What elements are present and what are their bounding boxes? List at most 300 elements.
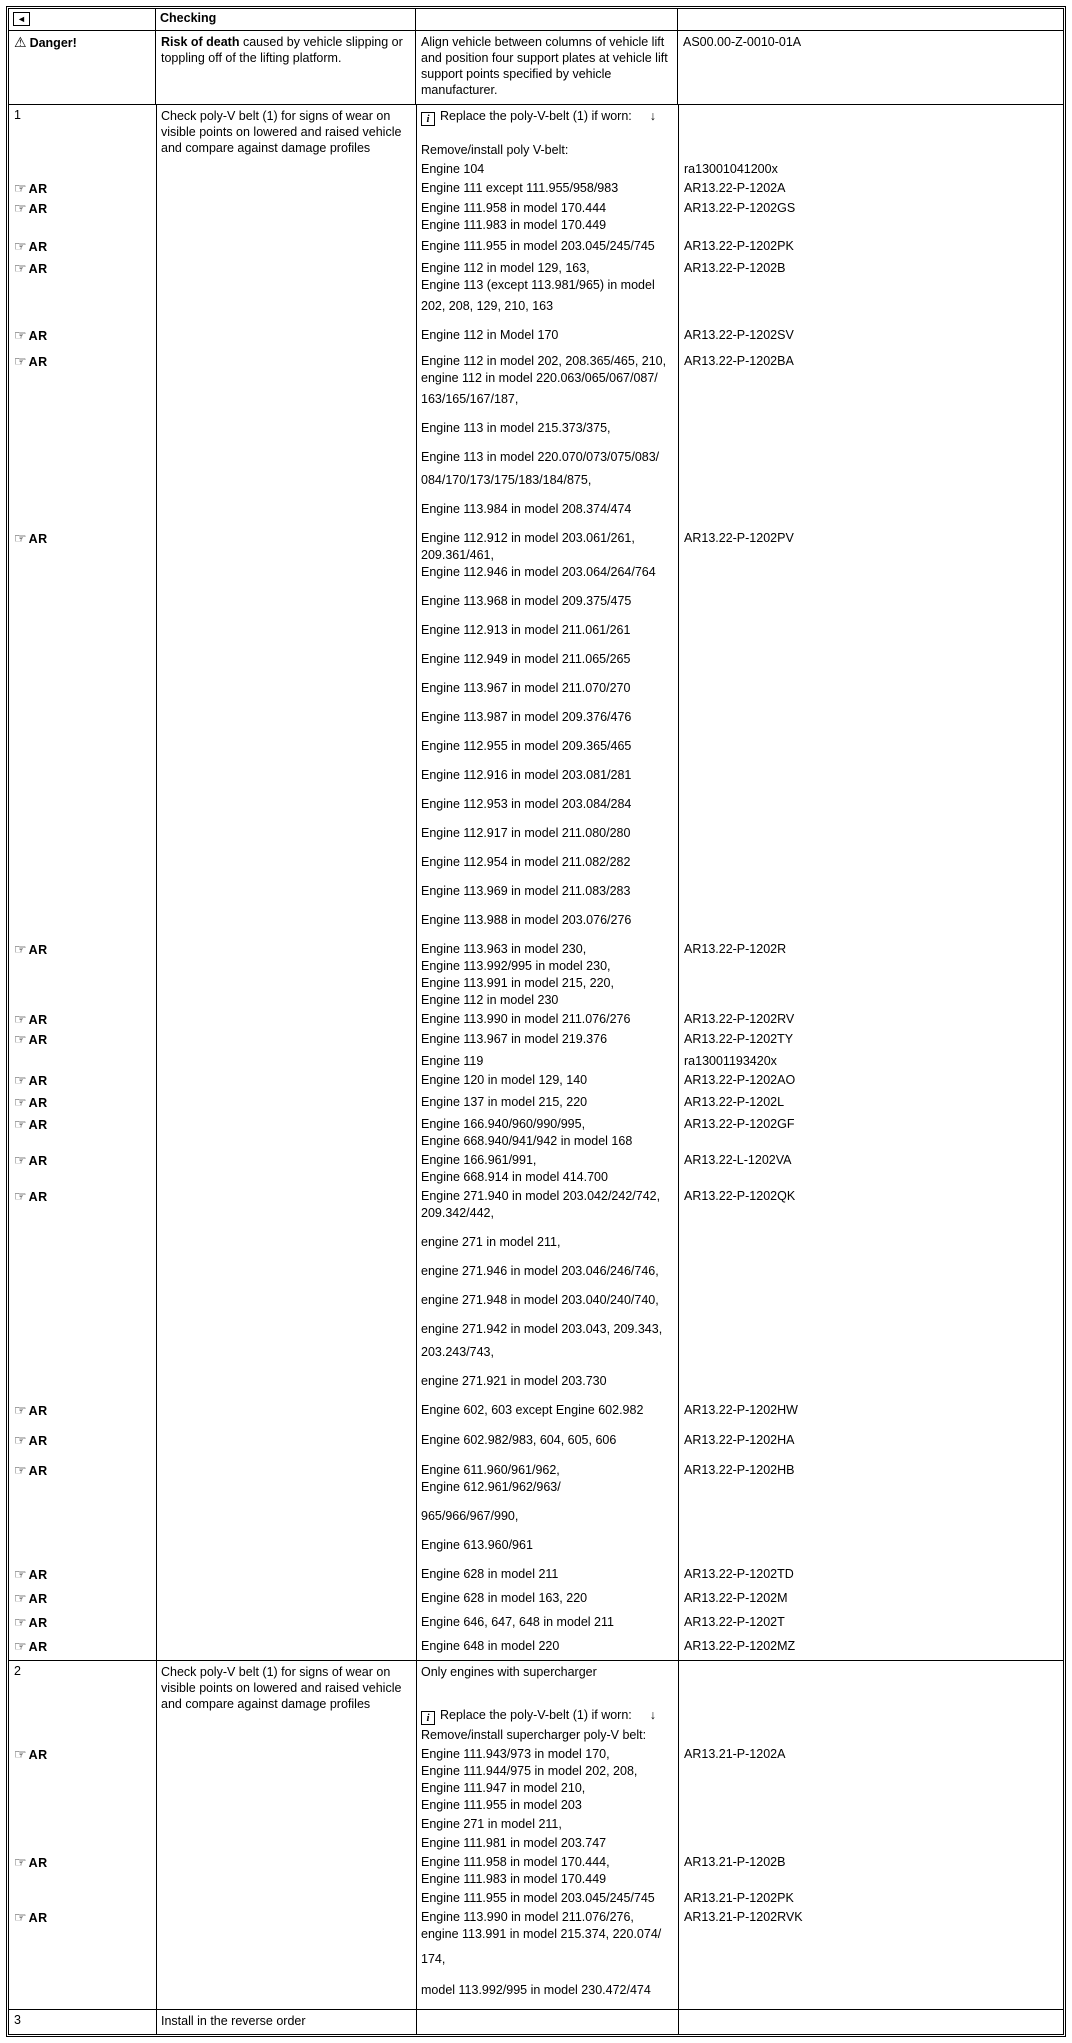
entry-line: Engine 113.988 in model 203.076/276 <box>421 913 632 927</box>
entry-text-cell <box>416 501 678 518</box>
ar-label: AR <box>28 1592 48 1606</box>
entry-row <box>9 883 1063 912</box>
entry-row <box>9 767 1063 796</box>
hand-icon: ☞ <box>14 1638 27 1654</box>
entry-line: Engine 646, 647, 648 in model 211 <box>421 1615 614 1629</box>
ar-label: AR <box>28 1013 48 1027</box>
doc-code[interactable]: AR13.21-P-1202PK <box>684 1891 794 1905</box>
entry-line: Engine 113.990 in model 211.076/276 <box>421 1012 631 1026</box>
doc-cell <box>678 1590 1063 1607</box>
doc-cell <box>678 1152 1063 1169</box>
ar-label: AR <box>28 1404 48 1418</box>
entry-row <box>9 1234 1063 1263</box>
entry-row <box>9 298 1063 327</box>
danger-row <box>9 31 1063 105</box>
entry-text-cell <box>416 1746 678 1814</box>
doc-code[interactable]: AR13.21-P-1202B <box>684 1855 786 1869</box>
hand-icon: ☞ <box>14 1072 27 1088</box>
ar-marker[interactable] <box>14 1011 48 1029</box>
entry-line: engine 112 in model 220.063/065/067/087/ <box>421 371 658 385</box>
back-icon[interactable]: ◄ <box>13 12 30 26</box>
entry-line: Engine 628 in model 163, 220 <box>421 1591 588 1605</box>
entry-line: 209.361/461, <box>421 548 494 562</box>
entry-row <box>9 1152 1063 1188</box>
ar-label: AR <box>28 1568 48 1582</box>
entry-row <box>9 391 1063 420</box>
entry-line: Engine 111.955 in model 203.045/245/745 <box>421 239 655 253</box>
doc-code[interactable]: AR13.22-P-1202GF <box>684 1117 795 1131</box>
step-number: 2 <box>14 1664 21 1678</box>
ar-marker[interactable] <box>14 1614 48 1632</box>
step-row-1 <box>9 105 1063 1661</box>
doc-cell <box>678 1638 1063 1655</box>
entry-row <box>9 353 1063 391</box>
step-row-2 <box>9 1661 1063 2010</box>
entry-text-cell <box>416 472 678 489</box>
doc-code[interactable]: AR13.22-P-1202TD <box>684 1567 794 1581</box>
hand-icon: ☞ <box>14 1116 27 1132</box>
entry-text-cell <box>416 1402 678 1419</box>
ar-label: AR <box>28 262 48 276</box>
doc-cell <box>678 353 1063 370</box>
doc-code[interactable]: AR13.22-P-1202L <box>684 1095 785 1109</box>
doc-code[interactable]: AR13.22-P-1202HB <box>684 1463 795 1477</box>
doc-code[interactable]: AS00.00-Z-0010-01A <box>683 35 802 49</box>
doc-code[interactable]: AR13.22-P-1202PK <box>684 239 794 253</box>
doc-code[interactable]: AR13.22-P-1202RV <box>684 1012 795 1026</box>
ar-label: AR <box>28 1190 48 1204</box>
ar-marker[interactable] <box>14 1638 48 1656</box>
entry-row <box>9 180 1063 200</box>
column-divider <box>416 1661 417 2009</box>
ar-label: AR <box>28 1911 48 1925</box>
entry-text-cell <box>416 108 678 126</box>
check-description: Check poly-V belt (1) for signs of wear on visible points on lowered and raised vehicle and compare against damage profiles <box>161 109 402 155</box>
entry-line: 965/966/967/990, <box>421 1509 519 1523</box>
ar-marker[interactable] <box>14 1094 48 1112</box>
entry-text-cell <box>416 825 678 842</box>
checking-table <box>8 8 1064 2035</box>
entry-row <box>9 651 1063 680</box>
entry-text-cell <box>416 1614 678 1631</box>
check-description: Check poly-V belt (1) for signs of wear on visible points on lowered and raised vehicle and compare against damage profiles <box>161 1665 402 1711</box>
marker-cell <box>9 260 156 278</box>
column-divider <box>156 2010 157 2034</box>
marker-cell <box>9 530 156 548</box>
ar-label: AR <box>28 1856 48 1870</box>
entry-row <box>9 1890 1063 1909</box>
entry-line: Engine 112 in model 230 <box>421 993 559 1007</box>
entry-line: Engine 112.913 in model 211.061/261 <box>421 623 631 637</box>
down-arrow-icon: ↓ <box>649 1708 657 1722</box>
entry-text-cell <box>416 1031 678 1048</box>
entry-line: Engine 113.963 in model 230, <box>421 942 587 956</box>
doc-cell <box>678 260 1063 277</box>
ar-marker[interactable] <box>14 1116 48 1134</box>
ar-marker[interactable] <box>14 1462 48 1480</box>
doc-code[interactable]: AR13.21-P-1202RVK <box>684 1910 803 1924</box>
doc-cell <box>678 1854 1063 1871</box>
entry-row <box>9 1951 1063 1982</box>
entry-text-cell <box>416 260 678 294</box>
entry-rows <box>9 1661 1063 2009</box>
entry-text-cell <box>416 622 678 639</box>
hand-icon: ☞ <box>14 327 27 343</box>
entry-text-cell <box>416 767 678 784</box>
entry-line: Engine 111.958 in model 170.444 <box>421 201 607 215</box>
header-empty-cell-2 <box>678 9 1063 30</box>
entry-line: Engine 668.914 in model 414.700 <box>421 1170 608 1184</box>
doc-code[interactable]: ra13001041200x <box>684 162 778 176</box>
doc-code[interactable]: AR13.21-P-1202A <box>684 1747 786 1761</box>
marker-cell <box>9 1638 156 1656</box>
entry-row <box>9 472 1063 501</box>
risk-rest-text: caused by vehicle slipping or toppling off of the lifting platform. <box>161 35 403 65</box>
ar-label: AR <box>28 1096 48 1110</box>
entry-row <box>9 709 1063 738</box>
doc-cell <box>678 1909 1063 1926</box>
entry-line: Engine 112.912 in model 203.061/261, <box>421 531 635 545</box>
entry-text-cell <box>416 738 678 755</box>
entry-text-cell <box>416 1638 678 1655</box>
doc-code[interactable]: AR13.22-P-1202A <box>684 181 786 195</box>
doc-code[interactable]: AR13.22-P-1202QK <box>684 1189 796 1203</box>
doc-code[interactable]: AR13.22-L-1202VA <box>684 1153 792 1167</box>
marker-cell <box>9 1031 156 1049</box>
entry-row <box>9 238 1063 260</box>
entry-text-cell <box>416 180 678 197</box>
ar-marker[interactable] <box>14 1746 48 1764</box>
hand-icon: ☞ <box>14 260 27 276</box>
entry-line: 163/165/167/187, <box>421 392 519 406</box>
entry-text-cell <box>416 1321 678 1338</box>
ar-marker[interactable] <box>14 1909 48 1927</box>
doc-code[interactable]: AR13.22-P-1202AO <box>684 1073 796 1087</box>
hand-icon: ☞ <box>14 1614 27 1630</box>
entry-line: 203.243/743, <box>421 1345 494 1359</box>
ar-label: AR <box>28 1616 48 1630</box>
hand-icon: ☞ <box>14 1566 27 1582</box>
ar-marker[interactable] <box>14 1072 48 1090</box>
ar-marker[interactable] <box>14 180 48 198</box>
hand-icon: ☞ <box>14 1909 27 1925</box>
ar-label: AR <box>28 943 48 957</box>
ar-label: AR <box>28 1464 48 1478</box>
doc-cell <box>678 1890 1063 1907</box>
marker-cell <box>9 941 156 959</box>
doc-code[interactable]: AR13.22-P-1202B <box>684 261 786 275</box>
entry-row <box>9 912 1063 941</box>
column-divider <box>156 105 157 1660</box>
entry-row <box>9 941 1063 1011</box>
entry-text-cell <box>416 651 678 668</box>
doc-code[interactable]: AR13.22-P-1202SV <box>684 328 794 342</box>
entry-text-cell <box>416 593 678 610</box>
ar-marker[interactable] <box>14 1432 48 1450</box>
hand-icon: ☞ <box>14 180 27 196</box>
ar-label: AR <box>28 1074 48 1088</box>
entry-row <box>9 825 1063 854</box>
entry-row <box>9 854 1063 883</box>
entry-row <box>9 1344 1063 1373</box>
entry-text-cell <box>416 1263 678 1280</box>
entry-line: Engine 113.990 in model 211.076/276, <box>421 1910 634 1924</box>
entry-line: Engine 271 in model 211, <box>421 1817 562 1831</box>
ar-label: AR <box>28 1640 48 1654</box>
doc-code[interactable]: AR13.22-P-1202PV <box>684 531 794 545</box>
hand-icon: ☞ <box>14 238 27 254</box>
risk-text-cell <box>156 31 416 104</box>
entry-row <box>9 1116 1063 1152</box>
danger-label: Danger! <box>29 36 77 50</box>
step-row-3 <box>9 2010 1063 2034</box>
doc-cell <box>678 1053 1063 1070</box>
entry-line: Engine 602.982/983, 604, 605, 606 <box>421 1433 617 1447</box>
entry-text-cell <box>416 1707 678 1725</box>
entry-text-cell <box>416 2013 678 2030</box>
ar-label: AR <box>28 329 48 343</box>
risk-bold-text: Risk of death <box>161 35 240 49</box>
entry-row <box>9 449 1063 472</box>
doc-code[interactable]: AR13.22-P-1202R <box>684 942 787 956</box>
entry-line: Engine 113.967 in model 219.376 <box>421 1032 608 1046</box>
entry-text-cell <box>416 353 678 387</box>
column-divider <box>156 1661 157 2009</box>
entry-row <box>9 1982 1063 2007</box>
hand-icon: ☞ <box>14 1432 27 1448</box>
doc-cell <box>678 530 1063 547</box>
entry-line: engine 271.946 in model 203.046/246/746, <box>421 1264 659 1278</box>
entry-text-cell <box>416 1835 678 1852</box>
ar-label: AR <box>28 240 48 254</box>
entry-line: Engine 113.967 in model 211.070/270 <box>421 681 631 695</box>
doc-code[interactable]: AR13.22-P-1202M <box>684 1591 788 1605</box>
entry-row <box>9 1909 1063 1951</box>
ar-marker[interactable] <box>14 1566 48 1584</box>
marker-cell <box>9 1152 156 1170</box>
ar-label: AR <box>28 1748 48 1762</box>
doc-code[interactable]: AR13.22-P-1202TY <box>684 1032 794 1046</box>
ar-label: AR <box>28 1154 48 1168</box>
entry-text-cell <box>416 1462 678 1496</box>
entry-text-cell <box>416 1373 678 1390</box>
ar-marker[interactable] <box>14 530 48 548</box>
marker-cell <box>9 1566 156 1584</box>
doc-cell <box>678 1462 1063 1479</box>
entry-row <box>9 1508 1063 1537</box>
entry-line: engine 271.942 in model 203.043, 209.343, <box>421 1322 663 1336</box>
entry-row <box>9 1614 1063 1638</box>
entry-line: Engine 113.987 in model 209.376/476 <box>421 710 632 724</box>
entry-text-cell <box>416 1890 678 1907</box>
entry-row <box>9 1566 1063 1590</box>
entry-text-cell <box>416 449 678 466</box>
entry-line: Engine 112.917 in model 211.080/280 <box>421 826 631 840</box>
hand-icon: ☞ <box>14 941 27 957</box>
entry-text-cell <box>416 796 678 813</box>
doc-cell <box>678 200 1063 217</box>
hand-icon: ☞ <box>14 530 27 546</box>
entry-line: Engine 111.955 in model 203.045/245/745 <box>421 1891 655 1905</box>
danger-instruction-cell: Align vehicle between columns of vehicle lift and position four support plates at vehicle lift support points specified by vehicle manufacturer. <box>416 31 678 104</box>
hand-icon: ☞ <box>14 200 27 216</box>
entry-line: engine 113.991 in model 215.374, 220.074/ <box>421 1927 662 1941</box>
entry-row <box>9 1402 1063 1432</box>
marker-cell <box>9 353 156 371</box>
doc-code[interactable]: AR13.22-P-1202MZ <box>684 1639 796 1653</box>
ar-marker[interactable] <box>14 238 48 256</box>
entry-line: Engine 111 except 111.955/958/983 <box>421 181 619 195</box>
doc-cell <box>678 1188 1063 1205</box>
doc-cell <box>678 1094 1063 1111</box>
doc-code[interactable]: AR13.22-P-1202HW <box>684 1403 798 1417</box>
doc-cell <box>678 180 1063 197</box>
info-icon: i <box>421 112 435 126</box>
entry-row <box>9 680 1063 709</box>
doc-cell <box>678 1031 1063 1048</box>
doc-code[interactable]: AR13.22-P-1202BA <box>684 354 794 368</box>
entry-rows <box>9 105 1063 1660</box>
entry-row <box>9 622 1063 651</box>
hand-icon: ☞ <box>14 1462 27 1478</box>
doc-cell <box>678 1432 1063 1449</box>
marker-cell <box>9 1462 156 1480</box>
entry-row <box>9 1537 1063 1566</box>
ar-marker[interactable] <box>14 353 48 371</box>
hand-icon: ☞ <box>14 1590 27 1606</box>
entry-line: Engine 104 <box>421 162 485 176</box>
entry-line: Engine 111.983 in model 170.449 <box>421 1872 607 1886</box>
entry-line: Engine 113.992/995 in model 230, <box>421 959 611 973</box>
entry-text-cell <box>416 1053 678 1070</box>
ar-marker[interactable] <box>14 1590 48 1608</box>
ar-marker[interactable] <box>14 1152 48 1170</box>
note-line <box>421 108 678 126</box>
doc-cell <box>678 1402 1063 1419</box>
entry-line: Engine 166.961/991, <box>421 1153 537 1167</box>
entry-row <box>9 501 1063 530</box>
entry-row <box>9 1432 1063 1462</box>
entry-text-cell <box>416 1537 678 1554</box>
entry-line: Remove/install supercharger poly-V belt: <box>421 1728 647 1742</box>
entry-row <box>9 200 1063 238</box>
ar-marker[interactable] <box>14 1188 48 1206</box>
hand-icon: ☞ <box>14 1188 27 1204</box>
entry-text-cell <box>416 200 678 234</box>
header-checking-label: Checking <box>156 9 416 30</box>
ar-marker[interactable] <box>14 200 48 218</box>
entry-text-cell <box>416 298 678 315</box>
entry-line: Engine 112 in model 129, 163, <box>421 261 590 275</box>
ar-marker[interactable] <box>14 1854 48 1872</box>
column-divider <box>416 105 417 1660</box>
entry-text-cell <box>416 1909 678 1943</box>
step-number: 3 <box>14 2013 21 2027</box>
entry-text-cell <box>416 1188 678 1222</box>
marker-cell <box>9 1909 156 1927</box>
entry-line: Engine 112 in Model 170 <box>421 328 559 342</box>
marker-cell <box>9 327 156 345</box>
ar-marker[interactable] <box>14 1031 48 1049</box>
entry-text-cell <box>416 391 678 408</box>
entry-line: Engine 112 in model 202, 208.365/465, 210, <box>421 354 667 368</box>
marker-cell <box>9 180 156 198</box>
entry-row <box>9 1590 1063 1614</box>
entry-text-cell <box>416 883 678 900</box>
doc-cell <box>678 1011 1063 1028</box>
entry-text-cell <box>416 1292 678 1309</box>
marker-cell <box>9 1116 156 1134</box>
entry-line: Engine 628 in model 211 <box>421 1567 559 1581</box>
note-text: Replace the poly-V-belt (1) if worn: <box>440 109 632 123</box>
column-divider <box>416 2010 417 2034</box>
doc-code[interactable]: ra13001193420x <box>684 1054 777 1068</box>
ar-marker[interactable] <box>14 1402 48 1420</box>
marker-cell <box>9 1590 156 1608</box>
hand-icon: ☞ <box>14 353 27 369</box>
marker-cell <box>9 1746 156 1764</box>
entry-text-cell <box>416 1727 678 1744</box>
entry-row <box>9 1188 1063 1234</box>
entry-row <box>9 260 1063 298</box>
entry-text-cell <box>416 1982 678 1999</box>
doc-cell <box>678 1566 1063 1583</box>
column-divider <box>678 2010 679 2034</box>
ar-marker[interactable] <box>14 327 48 345</box>
entry-text-cell <box>416 1344 678 1361</box>
note-line <box>421 1707 678 1725</box>
entry-text-cell <box>416 1854 678 1888</box>
entry-text-cell <box>416 1566 678 1583</box>
entry-text-cell <box>416 1432 678 1449</box>
marker-cell <box>9 1432 156 1450</box>
marker-cell <box>9 200 156 218</box>
marker-cell <box>9 238 156 256</box>
marker-cell <box>9 1188 156 1206</box>
ar-marker[interactable] <box>14 260 48 278</box>
entry-row <box>9 1031 1063 1053</box>
column-divider <box>678 105 679 1660</box>
entry-row <box>9 1816 1063 1835</box>
entry-row <box>9 738 1063 767</box>
entry-text-cell <box>416 1951 678 1968</box>
entry-line: Engine 119 <box>421 1054 484 1068</box>
doc-code[interactable]: AR13.22-P-1202GS <box>684 201 796 215</box>
entry-line: Engine 648 in model 220 <box>421 1639 560 1653</box>
ar-marker[interactable] <box>14 941 48 959</box>
doc-cell <box>678 1116 1063 1133</box>
entry-row <box>9 327 1063 353</box>
hand-icon: ☞ <box>14 1031 27 1047</box>
doc-code[interactable]: AR13.22-P-1202T <box>684 1615 785 1629</box>
entry-row <box>9 1072 1063 1094</box>
doc-cell <box>678 327 1063 344</box>
entry-line: model 113.992/995 in model 230.472/474 <box>421 1983 651 1997</box>
entry-row <box>9 1373 1063 1402</box>
hand-icon: ☞ <box>14 1854 27 1870</box>
entry-line: Engine 113 in model 220.070/073/075/083/ <box>421 450 660 464</box>
entry-line: Engine 112.953 in model 203.084/284 <box>421 797 632 811</box>
hand-icon: ☞ <box>14 1746 27 1762</box>
entry-line: Engine 112.955 in model 209.365/465 <box>421 739 632 753</box>
entry-text-cell <box>416 1072 678 1089</box>
entry-text-cell <box>416 1508 678 1525</box>
header-nav-cell <box>9 9 156 30</box>
doc-code[interactable]: AR13.22-P-1202HA <box>684 1433 795 1447</box>
entry-line: Engine 111.943/973 in model 170, <box>421 1747 610 1761</box>
entry-line: Engine 113.968 in model 209.375/475 <box>421 594 632 608</box>
marker-cell <box>9 1614 156 1632</box>
